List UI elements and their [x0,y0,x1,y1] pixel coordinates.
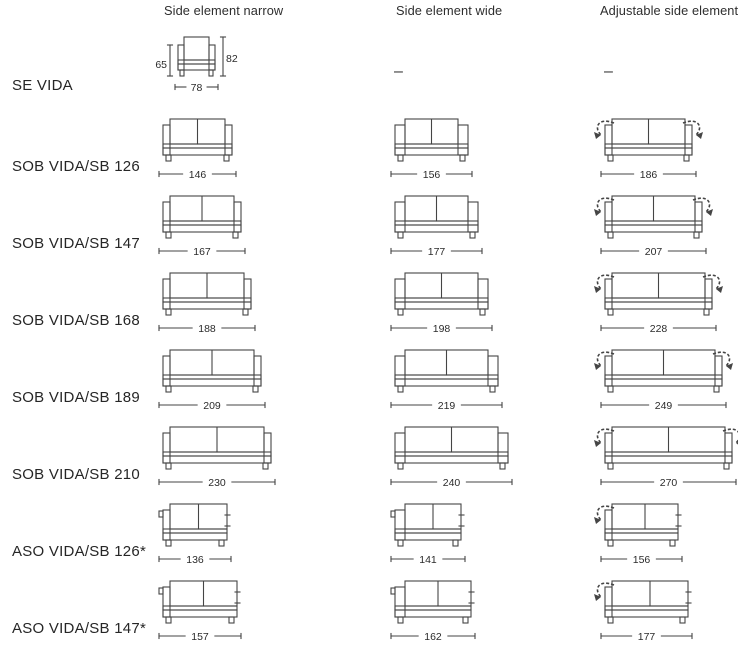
not-available-dash: – [394,63,403,80]
sofa-drawing-adjustable-one-arm [592,503,691,569]
drawing-cell [157,503,233,569]
sofa-drawing-narrow-one-arm [157,503,233,569]
dimension-label: 188 [198,322,216,335]
dimension-label: 146 [188,168,207,181]
adjustable-arm-arrow-icon [693,198,713,216]
dimension-label: 228 [649,322,668,335]
adjustable-arm-arrow-icon [594,506,614,524]
dimension-label: 209 [203,399,221,412]
drawing-cell [592,118,705,184]
adjustable-arm-arrow-icon [594,121,614,139]
dimension-label: 136 [186,553,204,566]
drawing-cell [157,272,257,338]
dimension-label: 82 [226,53,238,65]
drawing-cell [157,195,247,261]
adjustable-arm-arrow-icon [594,429,614,447]
row-label: ASO VIDA/SB 126* [12,543,147,560]
sofa-drawing-wide [389,426,514,492]
table-row [0,187,738,264]
sofa-drawing-narrow [157,349,267,415]
row-label: SOB VIDA/SB 189 [12,389,140,406]
drawing-cell [389,580,477,646]
table-row [0,110,738,187]
not-available-dash: – [604,63,613,80]
sofa-drawing-adjustable [592,426,738,492]
drawing-cell [157,118,238,184]
dimension-label: 177 [637,630,656,643]
row-label: ASO VIDA/SB 147* [12,620,147,637]
dimension-label: 167 [193,245,211,258]
drawing-cell [389,503,467,569]
dimension-label: 219 [437,399,456,412]
sofa-drawing-adjustable [592,349,735,415]
sofa-drawing-adjustable [592,118,705,184]
sofa-drawing-wide [389,195,484,261]
drawing-cell [389,349,504,415]
sofa-drawing-wide [389,118,474,184]
drawing-cell [151,35,241,97]
dimension-label: 157 [191,630,209,643]
adjustable-arm-arrow-icon [594,275,614,293]
table-row [0,495,738,572]
dimension-label: 162 [424,630,442,643]
dimension-label: 207 [644,245,663,258]
sofa-drawing-adjustable [592,272,725,338]
sofa-drawing-adjustable [592,195,715,261]
column-header-adjustable-side-element: Adjustable side element [600,3,738,18]
adjustable-arm-arrow-icon [594,352,614,370]
dimension-label: 65 [155,59,167,71]
dimension-label: 230 [208,476,226,489]
adjustable-arm-arrow-icon [713,352,733,370]
table-row [0,264,738,341]
drawing-cell [592,426,738,492]
dimension-label: 249 [654,399,673,412]
drawing-cell [389,272,494,338]
sofa-drawing-wide [389,272,494,338]
adjustable-arm-arrow-icon [594,198,614,216]
drawing-cell [157,349,267,415]
sofa-drawing-narrow [157,426,277,492]
sofa-drawing-adjustable-one-arm [592,580,701,646]
adjustable-arm-arrow-icon [703,275,723,293]
column-header-side-element-narrow: Side element narrow [164,3,284,18]
row-label: SOB VIDA/SB 168 [12,312,140,329]
row-label: SOB VIDA/SB 126 [12,158,140,175]
table-row [0,418,738,495]
dimension-label: 186 [639,168,658,181]
dimension-label: 78 [190,81,203,94]
drawing-cell [592,272,725,338]
dimension-label: 198 [432,322,451,335]
sofa-drawing-narrow [157,195,247,261]
sofa-drawing-wide-one-arm [389,503,467,569]
sofa-drawing-narrow [157,118,238,184]
drawing-cell [592,503,691,569]
drawing-cell [389,426,514,492]
table-row [0,341,738,418]
adjustable-arm-arrow-icon [594,583,614,601]
dimension-label: 270 [659,476,678,489]
drawing-cell [592,349,735,415]
dimension-label: 156 [632,553,651,566]
adjustable-arm-arrow-icon [683,121,703,139]
sofa-drawing-narrow-one-arm [157,580,243,646]
sofa-drawing-wide [389,349,504,415]
dimension-label: 141 [419,553,437,566]
drawing-cell [389,195,484,261]
dimension-label: 156 [422,168,441,181]
table-row [0,30,738,110]
row-label: SOB VIDA/SB 210 [12,466,140,483]
dimension-label: 240 [442,476,461,489]
drawing-cell [157,426,277,492]
armchair-drawing [151,35,241,97]
sofa-drawing-narrow [157,272,257,338]
drawing-cell [592,580,701,646]
sofa-drawing-wide-one-arm [389,580,477,646]
table-row [0,572,738,649]
drawing-cell [592,195,715,261]
row-label: SE VIDA [12,77,73,94]
dimension-label: 177 [427,245,446,258]
drawing-cell [389,118,474,184]
column-header-side-element-wide: Side element wide [396,3,503,18]
drawing-cell [157,580,243,646]
row-label: SOB VIDA/SB 147 [12,235,140,252]
